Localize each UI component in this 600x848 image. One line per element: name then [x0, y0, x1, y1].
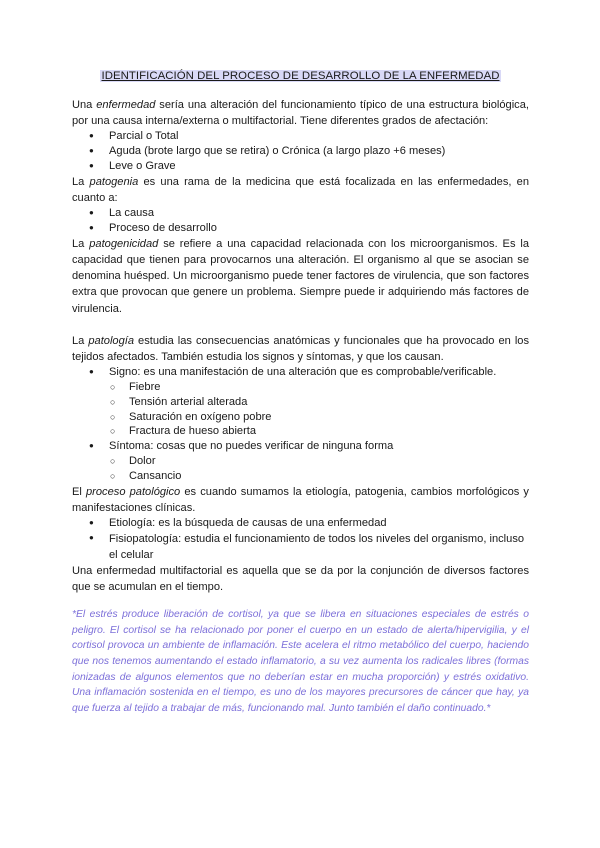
list-item: ○ Cansancio [72, 469, 529, 484]
list-item: ● Aguda (brote largo que se retira) o Crónica (a largo plazo +6 meses) [72, 144, 529, 159]
list-sintoma-examples [72, 454, 529, 484]
text-fragment: es una rama de la medicina que está focalizada en las enfermedades, en cuanto a: [72, 175, 530, 204]
paragraph-patologia [72, 333, 529, 365]
text-fragment: es cuando sumamos la etiología, patogenia, cambios morfológicos y manifestaciones clínicas. [72, 485, 529, 514]
sintoma-label: Síntoma: cosas que no puedes verificar de ninguna forma [109, 440, 394, 453]
list-item: ○ Dolor [72, 454, 529, 469]
list-item: ● Fisiopatología: estudia el funcionamiento de todos los niveles del organismo, incluso el celular [72, 531, 529, 563]
term-patogenia: patogenia [89, 175, 139, 188]
list-signos-sintomas [72, 365, 529, 483]
list-item: ○ Fractura de hueso abierta [72, 424, 529, 439]
text-fragment: Una [72, 99, 97, 111]
paragraph-proceso-patologico [72, 484, 529, 516]
list-item: ● La causa [72, 206, 529, 221]
list-item: ● Leve o Grave [72, 159, 529, 174]
spacer [72, 317, 529, 333]
list-afectacion [72, 129, 529, 173]
paragraph-patogenicidad [72, 236, 529, 317]
paragraph-patogenia [72, 174, 529, 206]
list-item: ● Etiología: es la búsqueda de causas de una enfermedad [72, 516, 529, 531]
term-enfermedad: enfermedad [96, 99, 156, 111]
list-item: ○ Tensión arterial alterada [72, 395, 529, 410]
list-item: ○ Saturación en oxígeno pobre [72, 410, 529, 425]
term-patogenicidad: patogenicidad [89, 237, 159, 250]
text-fragment: La [72, 175, 90, 188]
list-item-sintoma [72, 439, 529, 483]
note-cortisol: *El estrés produce liberación de cortisol, ya que se libera en situaciones especiales de estrés o peligro. El cortisol se ha relacionado por poner el cuerpo en un estado de alerta/hipervigilia, y el cortisol provoca un ambiente de inflamación. Este acelera el ritmo metabólico del cuerpo, haciendo que nos tenemos aumentando el estado inflamatorio, a su vez aumenta los radicales libres (formas ionizadas de algunos elementos que no deberían estar en mucha proporción) y estrés oxidativo. Una inflamación sostenida en el tiempo, es uno de los mayores precursores de cáncer que hay, ya que fuerza al tejido a trabajar de más, funcionando mal. Junto también el daño continuado.* [72, 609, 529, 714]
signo-label: Signo: es una manifestación de una alteración que es comprobable/verificable. [109, 366, 497, 379]
text-fragment: El [72, 485, 87, 498]
list-patogenia [72, 206, 529, 236]
list-item: ● Parcial o Total [72, 129, 529, 144]
list-item-signo [72, 365, 529, 439]
list-item: ● Proceso de desarrollo [72, 221, 529, 236]
text-fragment: estudia las consecuencias anatómicas y funcionales que ha provocado en los tejidos afectados. También estudia los signos y síntomas, y que los causan. [72, 334, 530, 364]
paragraph-multifactorial: Una enfermedad multifactorial es aquella que se da por la conjunción de diversos factores que se acumulan en el tiempo. [72, 564, 529, 593]
text-fragment: sería una alteración del funcionamiento típico de una estructura biológica, por una causa interna/externa o multifactorial. Tiene diferentes grados de afectación: [72, 99, 529, 128]
text-fragment: La [72, 334, 89, 347]
term-proceso-patologico: proceso patológico [86, 485, 181, 498]
paragraph-enfermedad [72, 97, 529, 129]
list-signo-examples [72, 380, 529, 439]
document-title: IDENTIFICACIÓN DEL PROCESO DE DESARROLLO DE LA ENFERMEDAD [101, 70, 500, 82]
text-fragment: La [72, 237, 90, 250]
term-patologia: patología [88, 334, 135, 347]
list-item: ○ Fiebre [72, 380, 529, 395]
text-fragment: se refiere a una capacidad relacionada con los microorganismos. Es la capacidad que tienen para provocarnos una alteración. El organismo al que se asocian se denomina huésped. Un microorganismo puede tener factores de virulencia, que son factores extra que provocan que genere un problema. Siempre puede ir adquiriendo más factores de virulencia. [72, 237, 530, 315]
list-proceso [72, 516, 529, 563]
